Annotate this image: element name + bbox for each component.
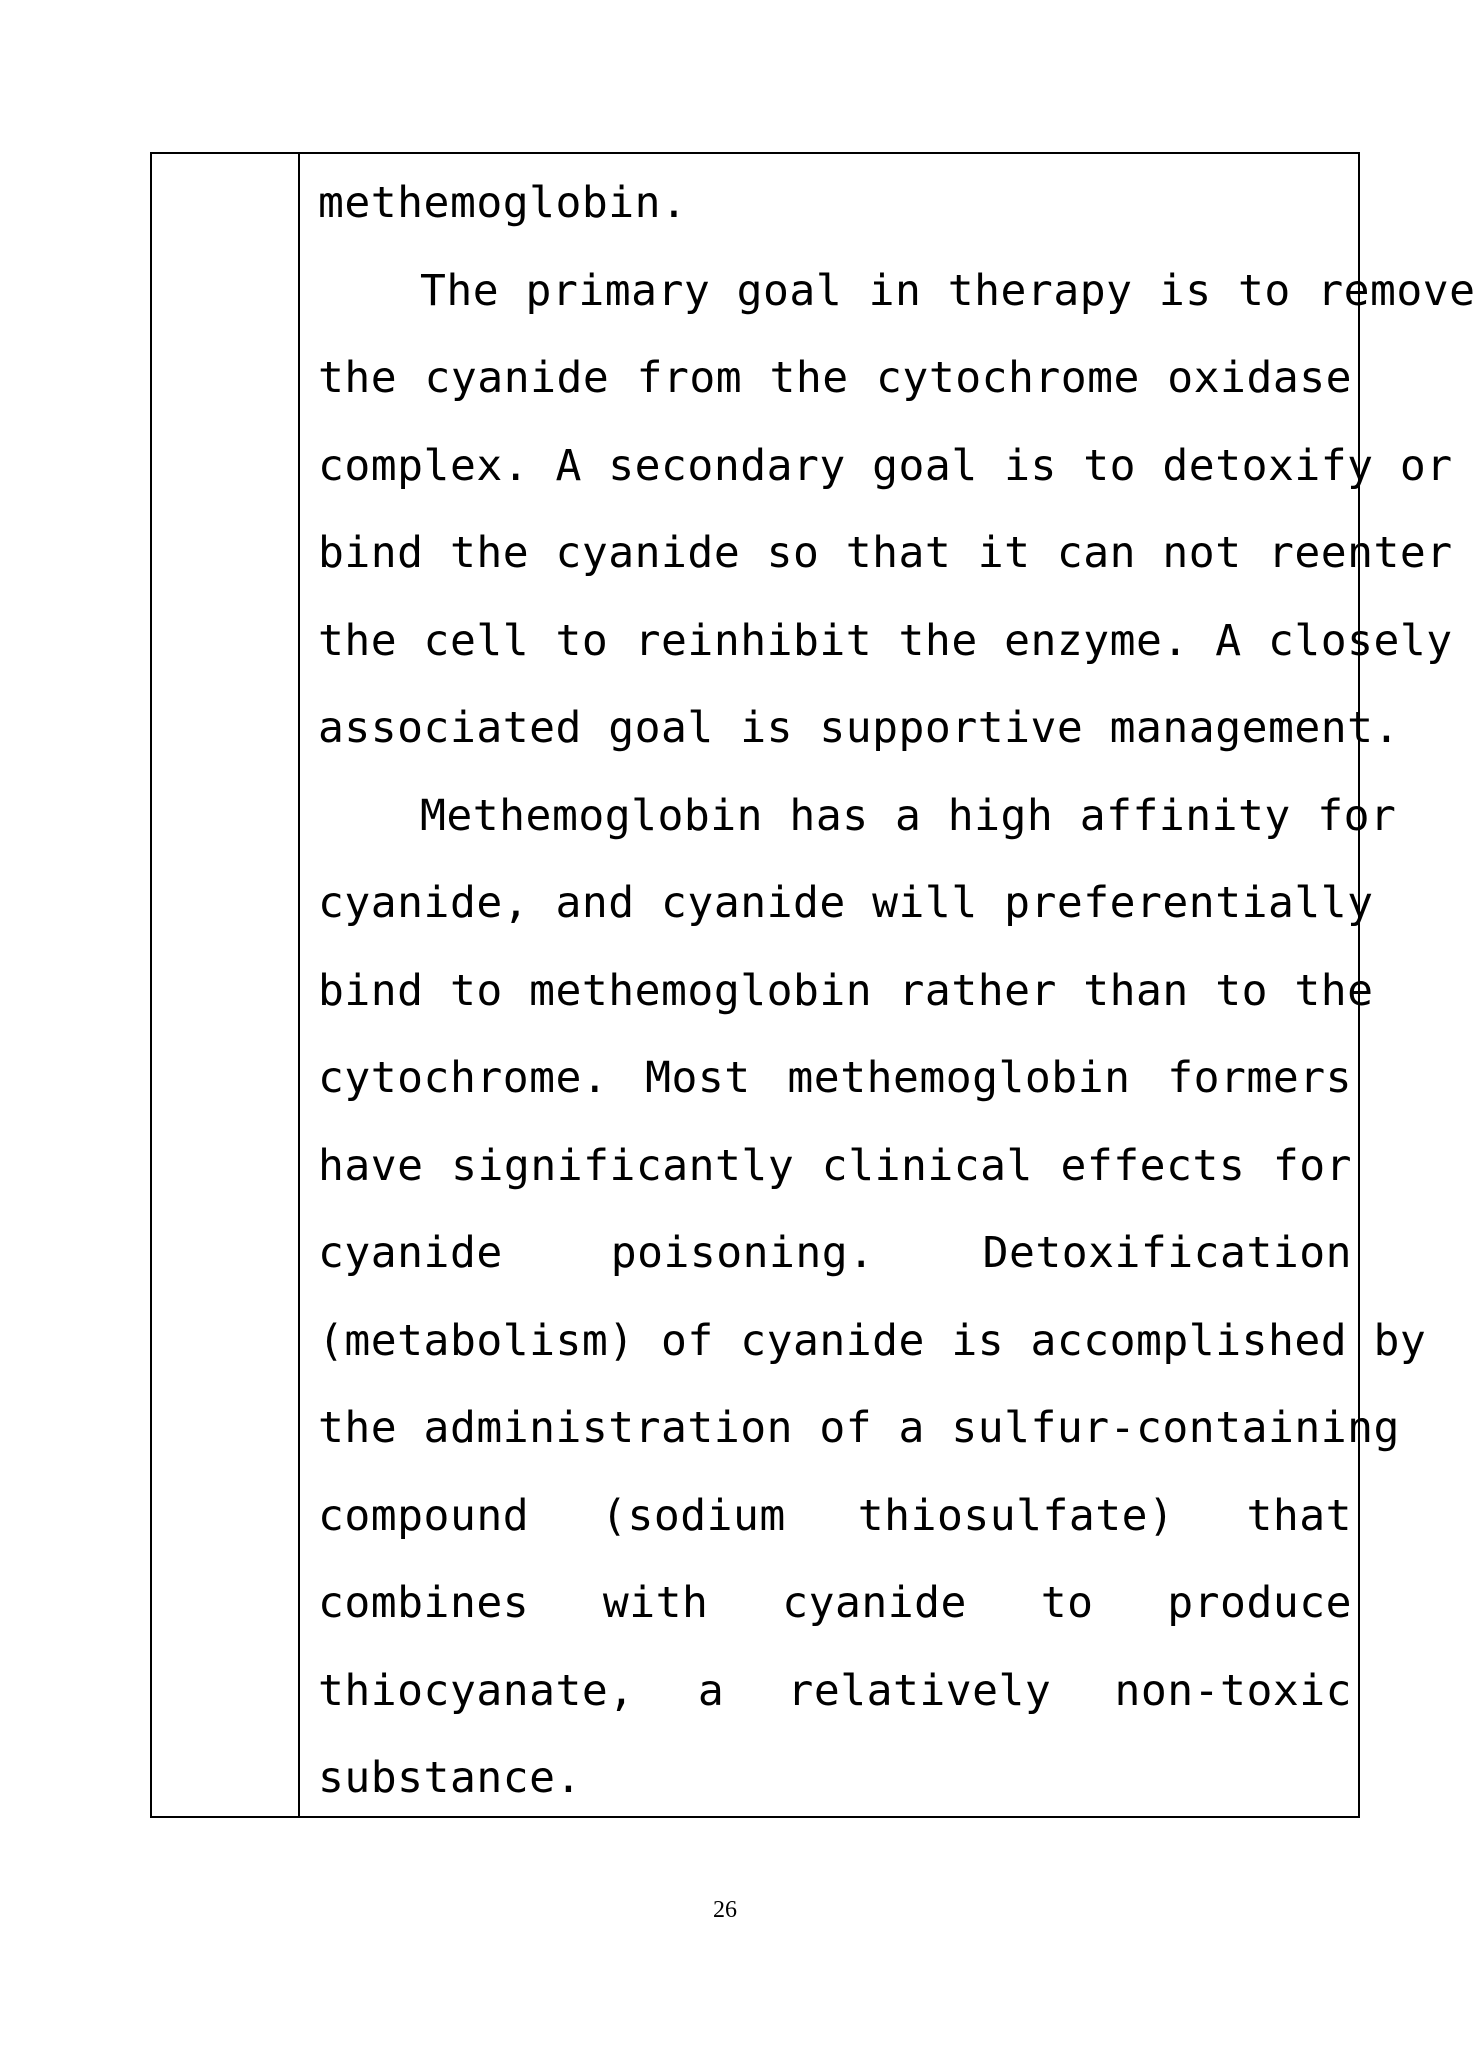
text-line: substance. — [318, 1753, 582, 1803]
text-line: cyanide poisoning. Detoxification — [318, 1228, 1352, 1278]
text-line: associated goal is supportive management. — [318, 703, 1400, 753]
text-line: the cyanide from the cytochrome oxidase — [318, 353, 1352, 403]
text-line: bind the cyanide so that it can not reenter — [318, 528, 1453, 578]
text-line: bind to methemoglobin rather than to the — [318, 965, 1374, 1016]
text-line: complex. A secondary goal is to detoxify or — [318, 440, 1453, 491]
text-line: the cell to reinhibit the enzyme. A closely — [318, 615, 1453, 666]
text-line: compound (sodium thiosulfate) that — [318, 1490, 1352, 1541]
page-number: 26 — [713, 1897, 737, 1923]
text-line: combines with cyanide to produce — [318, 1578, 1352, 1628]
content-table — [150, 152, 1476, 1818]
text-line: thiocyanate, a relatively non-toxic — [318, 1665, 1352, 1716]
text-line: methemoglobin. — [318, 178, 688, 228]
text-line: (metabolism) of cyanide is accomplished by — [318, 1315, 1427, 1366]
text-line: cyanide, and cyanide will preferentially — [318, 878, 1374, 928]
table-right-cell-text — [318, 168, 1476, 1831]
text-line: The primary goal in therapy is to remove — [420, 265, 1476, 316]
text-line: cytochrome. Most methemoglobin formers — [318, 1053, 1352, 1103]
text-line: the administration of a sulfur-containing — [318, 1403, 1400, 1453]
text-line: have significantly clinical effects for — [318, 1140, 1352, 1191]
table-left-cell — [152, 154, 300, 1816]
text-line: Methemoglobin has a high affinity for — [420, 790, 1397, 841]
